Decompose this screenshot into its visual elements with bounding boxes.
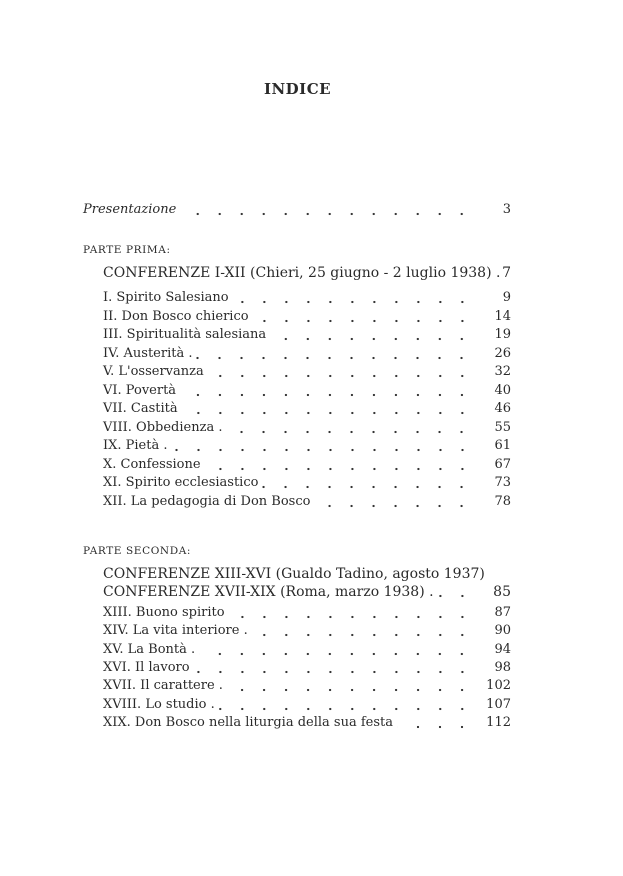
dot-leader (194, 659, 473, 677)
page-title: INDICE (263, 80, 332, 98)
entry-label: CONFERENZE XIII-XVI (Gualdo Tadino, agosto 1937) (103, 566, 485, 582)
toc-entry[interactable] (103, 641, 511, 659)
toc-entry[interactable] (103, 659, 511, 677)
dot-leader (314, 493, 473, 511)
entry-page: 7 (502, 265, 511, 281)
part-heading: PARTE PRIMA: (83, 244, 171, 256)
toc-entry[interactable] (103, 345, 511, 363)
entry-label: VII. Castità (103, 401, 178, 416)
entry-page: 90 (494, 623, 511, 639)
toc-entry[interactable] (103, 456, 511, 474)
entry-label: VIII. Obbedienza . (103, 419, 223, 435)
entry-page: 3 (502, 202, 511, 217)
entry-label: XII. La pedagogia di Don Bosco (103, 493, 311, 509)
dot-leader (180, 382, 473, 400)
dot-leader (219, 696, 473, 714)
entry-page: 67 (494, 456, 511, 472)
entry-page: 73 (494, 475, 511, 490)
entry-page: 40 (494, 382, 511, 398)
toc-entry[interactable] (103, 363, 511, 381)
toc-entry[interactable] (103, 474, 511, 492)
dot-leader (205, 456, 473, 474)
entry-label: V. L'osservanza (103, 364, 204, 379)
toc-entry[interactable] (103, 714, 511, 732)
dot-leader (397, 714, 473, 732)
toc-entry[interactable] (103, 622, 511, 640)
toc-entry[interactable] (103, 326, 511, 344)
entry-label: XIV. La vita interiore . (103, 623, 248, 639)
entry-page: 26 (494, 345, 511, 361)
dot-leader (270, 326, 473, 344)
toc-entry[interactable] (103, 493, 511, 511)
dot-leader (208, 363, 473, 381)
entry-label: II. Don Bosco chierico (103, 308, 249, 324)
entry-page: 61 (494, 438, 511, 453)
dot-leader (262, 474, 473, 492)
dot-leader (226, 419, 473, 437)
entry-page: 85 (493, 584, 511, 600)
dot-leader (229, 604, 473, 622)
entry-label: CONFERENZE XVII-XIX (Roma, marzo 1938) . (103, 584, 434, 600)
dot-leader (233, 289, 473, 307)
entry-page: 112 (486, 714, 511, 730)
dot-leader (438, 583, 473, 601)
toc-entry-conferenze[interactable] (103, 583, 511, 601)
entry-page: 19 (494, 327, 511, 342)
entry-label: XVIII. Lo studio . (103, 696, 215, 712)
dot-leader (182, 400, 473, 418)
entry-page: 9 (502, 290, 511, 305)
entry-label: IV. Austerità . (103, 345, 193, 361)
toc-entry-conferenze (103, 565, 511, 583)
entry-page: 87 (494, 605, 511, 620)
entry-page: 55 (494, 419, 511, 435)
entry-label: VI. Povertà (103, 382, 177, 398)
entry-page: 46 (494, 401, 511, 416)
entry-page: 102 (486, 678, 511, 694)
entry-label: XI. Spirito ecclesiastico (103, 475, 259, 490)
dot-leader (172, 437, 474, 455)
entry-page: 32 (494, 364, 511, 379)
toc-entry[interactable] (103, 400, 511, 418)
entry-label: X. Confessione (103, 456, 201, 472)
toc-entry[interactable] (103, 437, 511, 455)
entry-label: XIII. Buono spirito (103, 605, 225, 620)
entry-page: 98 (494, 659, 511, 675)
entry-label: XIX. Don Bosco nella liturgia della sua festa (103, 714, 393, 730)
entry-label: III. Spiritualità salesiana (103, 327, 267, 342)
part-heading: PARTE SECONDA: (83, 545, 192, 557)
entry-label: IX. Pietà . (103, 438, 168, 453)
entry-page: 107 (486, 696, 511, 712)
entry-label: XVI. Il lavoro (103, 659, 190, 675)
toc-entry[interactable] (103, 419, 511, 437)
dot-leader (227, 677, 473, 695)
entry-label: I. Spirito Salesiano (103, 290, 229, 305)
entry-page: 94 (494, 641, 511, 657)
dot-leader (253, 308, 473, 326)
toc-entry[interactable] (103, 604, 511, 622)
dot-leader (252, 622, 473, 640)
toc-entry[interactable] (103, 696, 511, 714)
toc-entry-conferenze[interactable] (103, 264, 511, 282)
entry-page: 14 (494, 308, 511, 324)
toc-entry[interactable] (103, 382, 511, 400)
entry-label: XVII. Il carattere . (103, 678, 223, 694)
entry-label: Presentazione (83, 202, 177, 217)
toc-entry[interactable] (103, 289, 511, 307)
dot-leader (180, 201, 473, 219)
toc-entry-presentazione[interactable] (83, 201, 511, 219)
entry-label: CONFERENZE I-XII (Chieri, 25 giugno - 2 luglio 1938) . (103, 265, 501, 281)
dot-leader (196, 345, 473, 363)
dot-leader (199, 641, 473, 659)
toc-entry[interactable] (103, 677, 511, 695)
entry-page: 78 (494, 493, 511, 509)
toc-entry[interactable] (103, 308, 511, 326)
entry-label: XV. La Bontà . (103, 641, 196, 657)
